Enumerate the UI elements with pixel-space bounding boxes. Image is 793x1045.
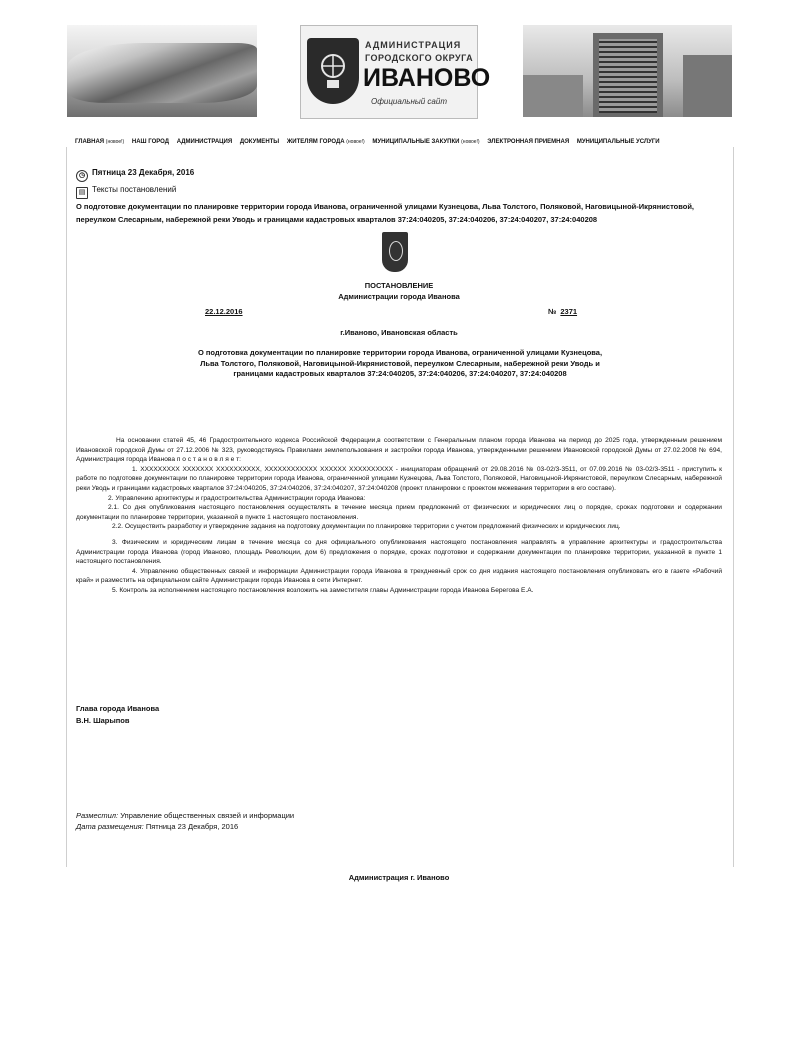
document-number-prefix: № bbox=[548, 307, 557, 316]
document-issuer: Администрации города Иванова bbox=[338, 292, 460, 301]
placed-by-label: Разместил: bbox=[76, 811, 119, 820]
paragraph-2-2: 2.2. Осуществить разработку и утверждение задания на подготовку документации по планировке территории с учетом предложений физических и юридических лиц. bbox=[112, 523, 621, 531]
paragraph-3: 3. Физическим и юридическим лицам в течение месяца со дня официального опубликования настоящего постановления направлять в управление архитектуры и градостроительства Администрации города Иванова (город Иваново, площадь Революции, дом 6) предложения о порядке, сроках подготовки и содержании документации по планировке территории, указанной в пункте 1 настоящего постановления. bbox=[76, 538, 722, 566]
paragraph-5: 5. Контроль за исполнением настоящего постановления возложить на заместителя главы Администрации города Иванова Берегова Е.А. bbox=[112, 586, 534, 594]
lamp-trees-image bbox=[683, 55, 732, 117]
placed-by-row bbox=[76, 810, 294, 821]
signature-title: Глава города Иванова bbox=[76, 704, 160, 713]
document-subject: О подготовка документации по планировке территории города Иванова, ограниченной улицами Кузнецова, Льва Толстого, Поляковой, Наговицыной-Икрянистовой, переулком Слесарным, набережной реки Уводь и границами кадастровых кварталов 37:24:040205, 37:24:040206, 37:24:040207, 37:24:040208 bbox=[197, 348, 603, 378]
nav-item-procurement[interactable]: МУНИЦИПАЛЬНЫЕ ЗАКУПКИ (новое!) bbox=[372, 139, 480, 145]
document-type: ПОСТАНОВЛЕНИЕ bbox=[364, 281, 434, 290]
flag-image bbox=[67, 43, 257, 103]
clock-icon: ◷ bbox=[76, 170, 88, 182]
paragraph-1: 1. XXXXXXXXX XXXXXXX XXXXXXXXXX, XXXXXXXXXXXX XXXXXX XXXXXXXXXX - инициаторам обращений от 29.08.2016 № 03-02/3-3511, от 07.09.2016 № 03-02/3-3511 - приступить к работе по подготовке документации по планировке территории города Иванова, ограниченной улицами Кузнецова, Льва Толстого, Поляковой, Наговицыной-Икрянистовой, переулком Слесарным, набережной реки Уводь и границами кадастровых кварталов 37:24:040205, 37:24:040206, 37:24:040207, 37:24:040208 (проект планировки с проектом межевания территории в его составе). bbox=[76, 465, 722, 492]
site-logo[interactable] bbox=[300, 25, 491, 119]
signature-block bbox=[76, 703, 159, 727]
article-headline: О подготовке документации по планировке территории города Иванова, ограниченной улицами Кузнецова, Льва Толстого, Поляковой, Наговицыной-Икрянистовой, переулком Слесарным, набережной реки Уводь и границами кадастровых кварталов 37:24:040205, 37:24:040206, 37:24:040207, 37:24:040208 bbox=[76, 202, 695, 224]
article-category-text: Тексты постановлений bbox=[92, 185, 177, 194]
placed-date-label: Дата размещения: bbox=[76, 822, 144, 831]
signature-name: В.Н. Шарыпов bbox=[76, 716, 130, 725]
logo-tagline: Официальный сайт bbox=[371, 97, 447, 106]
paragraph-2-1: 2.1. Со дня опубликования настоящего постановления осуществлять в течение месяца прием предложений от физических и юридических лиц о порядке, сроках подготовки и содержании документации по планировке территории, указанной в пункте 1 настоящего постановления. bbox=[76, 504, 722, 521]
document-coat-of-arms-icon bbox=[382, 232, 408, 272]
logo-line-2: ГОРОДСКОГО ОКРУГА bbox=[365, 53, 474, 63]
paragraph-4: 4. Управлению общественных связей и информации Администрации города Иванова в трехдневный срок со дня издания настоящего постановления опубликовать его в газете «Рабочий край» и разместить на официальном сайте Администрации города Иванова в сети Интернет. bbox=[76, 567, 722, 585]
header-photo-flag bbox=[67, 25, 257, 117]
placed-date-row bbox=[76, 821, 294, 832]
logo-city: ИВАНОВО bbox=[363, 64, 491, 92]
nav-item-residents[interactable]: ЖИТЕЛЯМ ГОРОДА (новое!) bbox=[286, 139, 365, 145]
nav-item-services[interactable]: МУНИЦИПАЛЬНЫЕ УСЛУГИ bbox=[576, 139, 660, 145]
paragraph-2: 2. Управлению архитектуры и градостроительства Администрации города Иванова: bbox=[108, 494, 366, 502]
nav-item-home[interactable]: ГЛАВНАЯ (новое!) bbox=[75, 139, 125, 145]
article-date bbox=[76, 168, 194, 182]
document-number-value: 2371 bbox=[560, 307, 578, 316]
document-date: 22.12.2016 bbox=[205, 307, 243, 316]
logo-line-1: АДМИНИСТРАЦИЯ bbox=[365, 40, 462, 50]
document-place: г.Иваново, Ивановская область bbox=[340, 328, 458, 337]
nav-item-our-city[interactable]: НАШ ГОРОД bbox=[131, 139, 170, 145]
nav-item-administration[interactable]: АДМИНИСТРАЦИЯ bbox=[176, 139, 233, 145]
trees-image bbox=[523, 75, 583, 117]
placed-date-value: Пятница 23 Декабря, 2016 bbox=[145, 822, 239, 831]
article-date-text: Пятница 23 Декабря, 2016 bbox=[92, 168, 195, 177]
nav-item-documents[interactable]: ДОКУМЕНТЫ bbox=[239, 139, 280, 145]
main-nav bbox=[75, 139, 735, 145]
document-number bbox=[548, 307, 581, 316]
publication-meta bbox=[76, 810, 294, 832]
site-footer: Администрация г. Иваново bbox=[348, 873, 450, 882]
coat-of-arms-icon bbox=[307, 38, 359, 104]
article-category[interactable] bbox=[76, 185, 176, 199]
document-body bbox=[76, 436, 722, 596]
folder-icon: ▤ bbox=[76, 187, 88, 199]
placed-by-value: Управление общественных связей и информации bbox=[120, 811, 295, 820]
paragraph-preamble: На основании статей 45, 46 Градостроительного кодекса Российской Федерации,в соответствии с Генеральным планом города Иванова на период до 2025 года, утвержденным решением Ивановской городской Думы от 27.12.2006 № 323, руководствуясь Правилами землепользования и застройки города Иванова, утвержденными решением Ивановской городской Думы от 27.02.2008 № 694, Администрация города Иванова п о с т а н о в л я е т: bbox=[76, 437, 722, 464]
building-windows bbox=[599, 39, 657, 113]
header-photo-building bbox=[523, 25, 732, 117]
nav-item-e-reception[interactable]: ЭЛЕКТРОННАЯ ПРИЕМНАЯ bbox=[487, 139, 570, 145]
